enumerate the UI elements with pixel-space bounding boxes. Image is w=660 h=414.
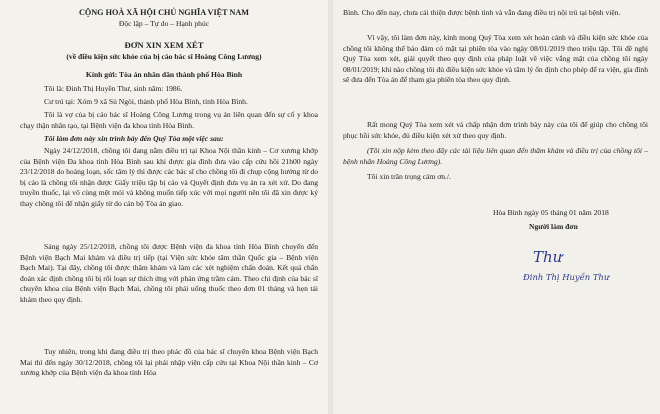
paragraph-3: Tuy nhiên, trong khi đang điều trị theo phác đồ của bác sĩ chuyên khoa Bệnh viện Bạch Mai thì đến ngày 30/12/2018, chồng tôi lại phải nhập viện cấp cứu tại Khoa Nội thần kinh – Cơ xương khớp của Bệnh viện đa khoa tỉnh Hòa xyxy=(20,347,318,378)
attachment-note: (Tôi xin nộp kèm theo đây các tài liệu liên quan đến thăm khám và điều trị của chồng tôi – bệnh nhân Hoàng Công Lương). xyxy=(343,146,648,166)
petition-page-2 xyxy=(333,0,660,414)
intro-paragraph: Tôi là vợ của bị cáo bác sĩ Hoàng Công Lương trong vụ án liên quan đến sự cố y khoa chạy thận nhân tạo, tại Bệnh viện đa khoa tỉnh Hòa Bình. xyxy=(20,110,318,130)
petitioner-residence: Cư trú tại: Xóm 9 xã Sủ Ngòi, thành phố Hòa Bình, tỉnh Hòa Bình. xyxy=(44,97,248,106)
request-heading: Tôi làm đơn này xin trình bày đến Quý Tòa một việc sau: xyxy=(44,134,224,143)
petitioner-name: Tôi là: Đinh Thị Huyền Thư, sinh năm: 1986. xyxy=(44,84,183,93)
signer-name: Đinh Thị Huyền Thư xyxy=(523,272,610,282)
signature-mark: Thư xyxy=(533,248,563,266)
national-motto: Độc lập – Tự do – Hạnh phúc xyxy=(118,19,210,28)
paragraph-1: Ngày 24/12/2018, chồng tôi đang nằm điều trị tại Khoa Nội thần kinh – Cơ xương khớp của Bệnh viện Đa khoa tỉnh Hòa Bình sau khi được gia đình đưa vào cấp cứu hồi 21h00 ngày 23/12/2018 do hoảng loạn, sốc tâm lý thì được các bác sĩ cho chồng tôi đi chụp cộng hưởng từ do bị cáo là chồng tôi nhận được Giấy triệu tập bị cáo và Quyết định đưa vụ án ra xét xử. Do đang truyền thuốc, lại vô cùng mệt mỏi và không muốn tiếp xúc với mọi người nên tôi đã xin được ký thay chồng tôi để nhận giấy từ do cán bộ Tòa án giao. xyxy=(20,146,318,208)
petition-subtitle: (về điều kiện sức khỏe của bị cáo bác sĩ Hoàng Công Lương) xyxy=(66,52,262,61)
paragraph-2: Sáng ngày 25/12/2018, chồng tôi được Bệnh viện đa khoa tỉnh Hòa Bình chuyển đến Bệnh viện Bạch Mai khám và điều trị tiếp (tại Viện sức khỏe tâm thần Quốc gia – Bệnh viện Bạch Mai). Tại đây, chồng tôi được thăm khám và làm các xét nghiệm chẩn đoán. Kết quả chẩn đoán xác định chồng tôi bị rối loạn sự thích ứng với phản ứng trầm cảm. Theo chỉ định của bác sĩ chuyên khoa của Bệnh viện Bạch Mai, chồng tôi phải uống thuốc theo đơn 01 tháng và hẹn tái khám theo quy định. xyxy=(20,242,318,304)
signing-date: Hòa Bình ngày 05 tháng 01 năm 2018 xyxy=(493,208,609,217)
paragraph-4: Vì vậy, tôi làm đơn này, kính mong Quý Tòa xem xét hoàn cảnh và điều kiện sức khỏe của chồng tôi không thể bảo đảm có mặt tại phiên tòa vào ngày 08/01/2019 theo triệu tập. Tôi đề nghị Quý Tòa xem xét, giải quyết theo quy định của pháp luật về việc vắng mặt của chồng tôi ngày 08/01/2019; khi nào chồng tôi đủ điều kiện sức khỏe và tâm lý ổn định cho phép để ra viện, gia đình sẽ đưa đến Tòa án để tham gia phiên tòa theo quy định. xyxy=(343,33,648,85)
continued-text: Bình. Cho đến nay, chưa cải thiện được bệnh tình và vẫn đang điều trị nội trú tại bệnh viện. xyxy=(343,8,621,17)
petition-title: ĐƠN XIN XEM XÉT xyxy=(124,40,204,50)
addressee: Kính gửi: Tòa án nhân dân thành phố Hòa Bình xyxy=(85,70,243,79)
national-title: CỘNG HOÀ XÃ HỘI CHỦ NGHĨA VIỆT NAM xyxy=(78,8,250,17)
signer-label: Người làm đơn xyxy=(529,222,578,231)
petition-page-1 xyxy=(0,0,328,414)
thanks-line: Tôi xin trân trọng cảm ơn./. xyxy=(367,172,451,181)
paragraph-5: Rất mong Quý Tòa xem xét và chấp nhận đơn trình bày này của tôi để giúp cho chồng tôi phục hồi sức khỏe, đủ điều kiện xét xử theo quy định. xyxy=(343,120,648,140)
